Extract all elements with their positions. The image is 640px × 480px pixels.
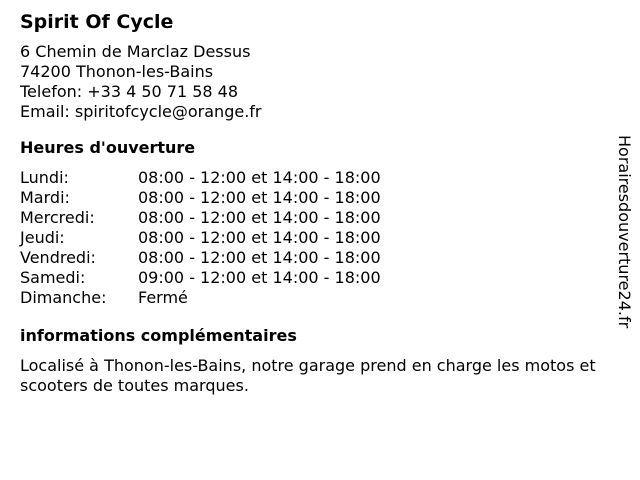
business-name: Spirit Of Cycle [20,11,174,33]
hours-day: Jeudi: [20,228,65,247]
site-watermark: Horairesdouverture24.fr [615,135,634,329]
opening-hours-table [20,168,610,308]
hours-row-thursday [20,228,610,248]
hours-day: Samedi: [20,268,86,287]
address-line-2: 74200 Thonon-les-Bains [20,62,214,81]
hours-day: Vendredi: [20,248,96,267]
opening-hours-heading: Heures d'ouverture [20,138,196,157]
hours-row-wednesday [20,208,610,228]
hours-day: Lundi: [20,168,69,187]
hours-time: 08:00 - 12:00 et 14:00 - 18:00 [138,248,381,267]
hours-day: Mardi: [20,188,70,207]
hours-row-monday [20,168,610,188]
hours-time: 08:00 - 12:00 et 14:00 - 18:00 [138,208,381,227]
hours-row-tuesday [20,188,610,208]
hours-time: Fermé [138,288,188,307]
hours-time: 08:00 - 12:00 et 14:00 - 18:00 [138,228,381,247]
address-line-1: 6 Chemin de Marclaz Dessus [20,42,251,61]
hours-row-friday [20,248,610,268]
business-card [20,10,610,396]
hours-row-sunday [20,288,610,308]
phone-number: Telefon: +33 4 50 71 58 48 [20,82,239,101]
additional-info-heading: informations complémentaires [20,326,297,345]
hours-day: Dimanche: [20,288,107,307]
email-address: Email: spiritofcycle@orange.fr [20,102,262,121]
hours-time: 08:00 - 12:00 et 14:00 - 18:00 [138,188,381,207]
hours-time: 09:00 - 12:00 et 14:00 - 18:00 [138,268,381,287]
hours-day: Mercredi: [20,208,95,227]
hours-time: 08:00 - 12:00 et 14:00 - 18:00 [138,168,381,187]
additional-info-text: Localisé à Thonon-les-Bains, notre garage prend en charge les motos et scooters de toutes marques. [20,356,596,395]
hours-row-saturday [20,268,610,288]
